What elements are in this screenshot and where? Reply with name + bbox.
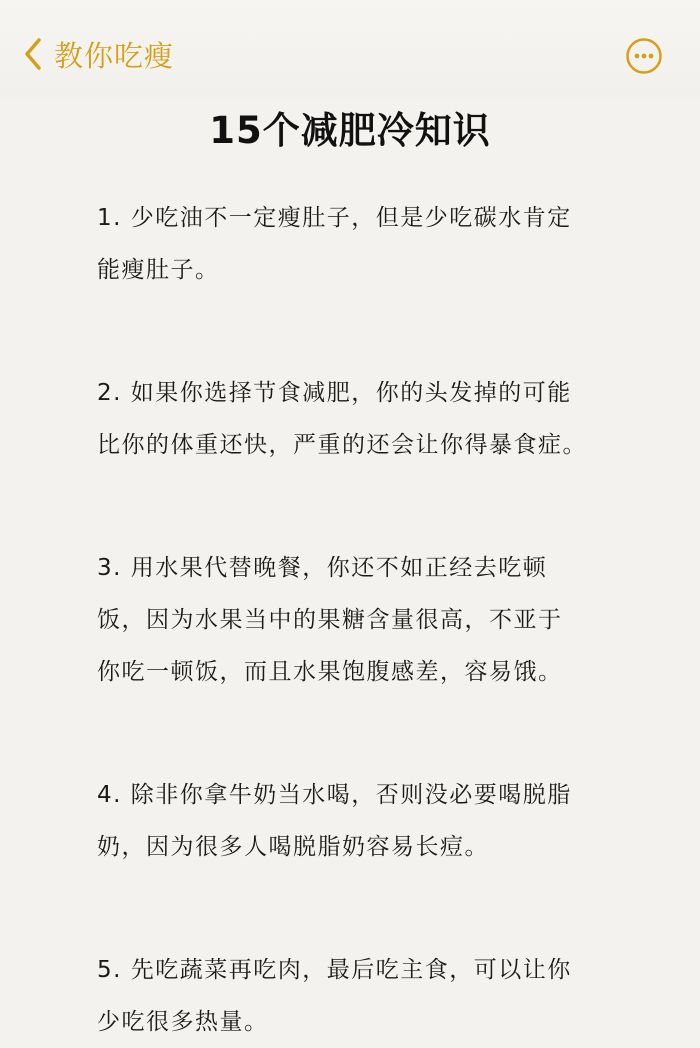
tip-line: 3. 用水果代替晚餐，你还不如正经去吃顿	[97, 555, 548, 581]
tips-list	[97, 192, 617, 1048]
chevron-left-icon	[20, 34, 46, 74]
tip-item-2	[97, 367, 617, 471]
tip-item-3	[97, 542, 617, 698]
tip-item-1	[97, 192, 617, 296]
tip-line: 1. 少吃油不一定瘦肚子，但是少吃碳水肯定	[97, 205, 572, 231]
more-horizontal-icon	[625, 37, 663, 75]
back-button[interactable]	[20, 32, 174, 76]
top-nav-bar	[0, 0, 700, 100]
tip-line: 饭，因为水果当中的果糖含量很高，不亚于	[97, 607, 563, 633]
tip-line: 4. 除非你拿牛奶当水喝，否则没必要喝脱脂	[97, 782, 572, 808]
page-title: 15个减肥冷知识	[209, 109, 491, 152]
more-button[interactable]	[625, 37, 663, 75]
tip-line: 奶，因为很多人喝脱脂奶容易长痘。	[97, 834, 489, 860]
tip-line: 你吃一顿饭，而且水果饱腹感差，容易饿。	[97, 659, 563, 685]
tip-line: 能瘦肚子。	[97, 257, 220, 283]
tip-line: 比你的体重还快，严重的还会让你得暴食症。	[97, 432, 587, 458]
tip-line: 5. 先吃蔬菜再吃肉，最后吃主食，可以让你	[97, 957, 572, 983]
tip-line: 2. 如果你选择节食减肥，你的头发掉的可能	[97, 380, 572, 406]
tip-item-4	[97, 769, 617, 873]
tip-item-5	[97, 944, 617, 1048]
back-label: 教你吃瘦	[54, 38, 175, 73]
tip-line: 少吃很多热量。	[97, 1009, 269, 1035]
